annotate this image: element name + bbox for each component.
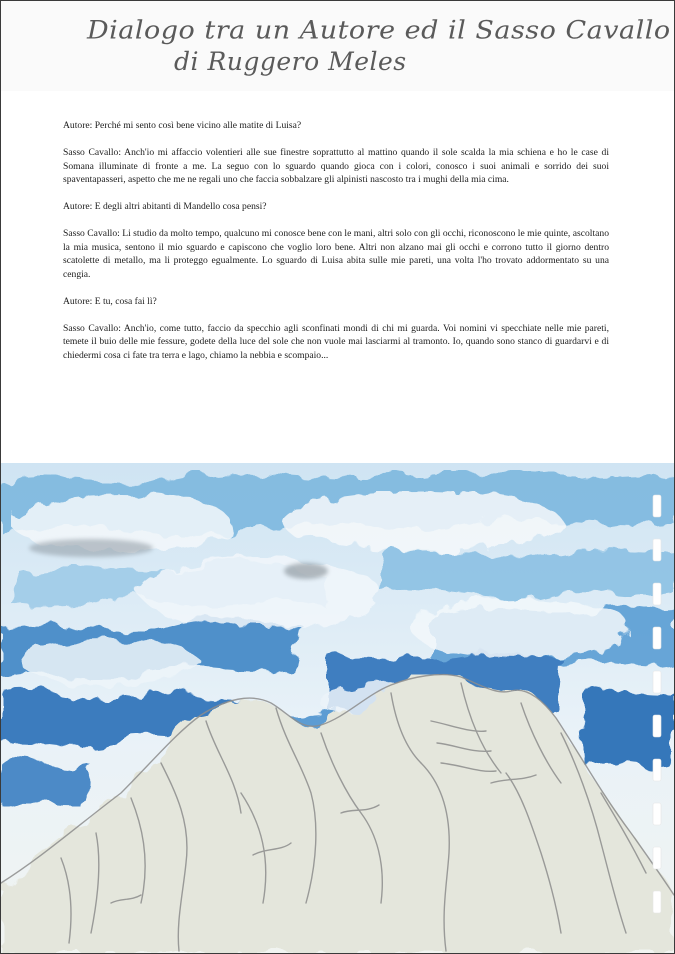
dialogue-paragraph: Autore: Perché mi sento così bene vicino alle matite di Luisa?: [63, 120, 302, 131]
pencil-drawing: [1, 463, 674, 953]
document-author: di Ruggero Meles: [174, 47, 407, 76]
dialogue-paragraph: Sasso Cavallo: Anch'io, come tutto, faccio da specchio agli sconfinati mondi di chi mi guarda. Voi nomini vi specchiate nelle mie pareti, temete il buio delle mie fessure, godete della luce del sole che non vuole mai lasciarmi al tramonto. Io, quando sono stanco di guardarvi e di chiedermi cosa ci fate tra terra e lago, chiamo la nebbia e scompaio...: [63, 322, 609, 361]
dialogue-paragraph: Autore: E tu, cosa fai lì?: [63, 295, 157, 307]
mountain-sky-illustration: [1, 463, 674, 953]
dialogue-paragraph: Sasso Cavallo: Li studio da molto tempo, qualcuno mi conosce bene con le mani, altri solo con gli occhi, riconoscono le mie quinte, ascoltano la mia musica, sentono il mio sguardo e capiscono che voglio loro bene. Altri non alzano mai gli occhi e corrono tutto il giorno dentro scatolette di metallo, ma li proteggo egualmente. Lo sguardo di Luisa abita sulle mie pareti, una volta l'ho trovato addormentato su una cengia.: [63, 228, 609, 280]
dialogue-text: [63, 119, 609, 376]
dialogue-paragraph: Sasso Cavallo: Anch'io mi affaccio volentieri alle sue finestre soprattutto al mattino quando il sole scalda la mia schiena e ho le case di Somana illuminate di fronte a me. La seguo con lo sguardo quando gioca con i colori, conosco i suoi animali e sorrido dei suoi spaventapasseri, aspetto che me ne regali uno che faccia sobbalzare gli alpinisti nascosto tra i mughi della mia cima.: [63, 147, 609, 185]
dialogue-paragraph: Autore: E degli altri abitanti di Mandello cosa pensi?: [63, 201, 267, 212]
document-title: Dialogo tra un Autore ed il Sasso Cavallo: [87, 15, 671, 46]
title-header: [1, 1, 674, 91]
